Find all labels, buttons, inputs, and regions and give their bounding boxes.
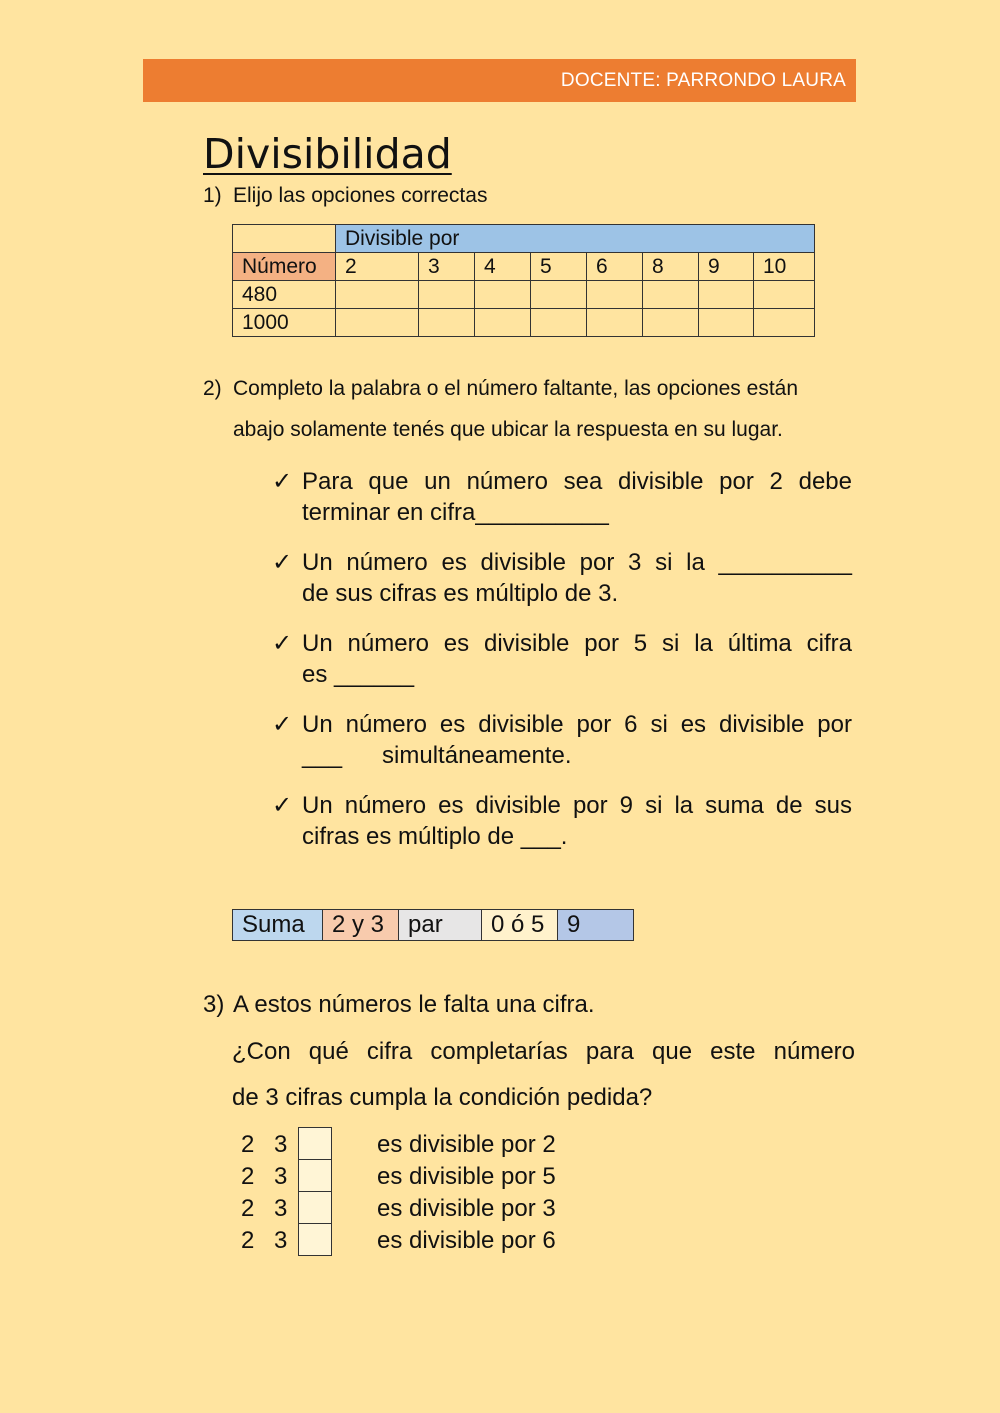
divisor-cell: 5 — [531, 253, 587, 281]
answer-cell[interactable] — [531, 309, 587, 337]
answer-cell[interactable] — [754, 281, 815, 309]
question-3-number: 3) — [203, 991, 225, 1018]
option-chip[interactable]: 2 y 3 — [323, 910, 399, 941]
checkmark-icon: ✓ — [272, 630, 293, 657]
digit: 2 — [241, 1195, 255, 1222]
table-corner-cell — [233, 225, 336, 253]
answer-cell[interactable] — [699, 281, 754, 309]
divisor-cell: 8 — [643, 253, 699, 281]
divisor-cell: 6 — [587, 253, 643, 281]
divisor-cell: 9 — [699, 253, 754, 281]
divisible-por-header: Divisible por — [336, 225, 815, 253]
statement-line: terminar en cifra__________ — [302, 499, 609, 526]
list-item — [272, 709, 852, 771]
digit: 2 — [241, 1131, 255, 1158]
header-bar — [143, 59, 856, 102]
question-2-line-1: Completo la palabra o el número faltante, las opciones están — [233, 377, 799, 400]
digit: 2 — [241, 1227, 255, 1254]
table-row — [233, 309, 815, 337]
option-chip[interactable]: Suma — [233, 910, 323, 941]
row-number-cell: 1000 — [233, 309, 336, 337]
divisor-cell: 3 — [419, 253, 475, 281]
answer-cell[interactable] — [643, 281, 699, 309]
digit: 3 — [274, 1227, 288, 1254]
question-1-number: 1) — [203, 184, 222, 207]
statement-line: ___ simultáneamente. — [302, 742, 572, 769]
missing-digit-box[interactable] — [298, 1127, 332, 1160]
digit: 2 — [241, 1163, 255, 1190]
statement-line: Un número es divisible por 5 si la última cifra — [302, 630, 852, 657]
answer-cell[interactable] — [419, 281, 475, 309]
checkmark-icon: ✓ — [272, 549, 293, 576]
answer-cell[interactable] — [643, 309, 699, 337]
divisor-cell: 10 — [754, 253, 815, 281]
checkmark-icon: ✓ — [272, 711, 293, 738]
checkmark-icon: ✓ — [272, 468, 293, 495]
answer-cell[interactable] — [587, 281, 643, 309]
condition-text: es divisible por 3 — [377, 1195, 556, 1222]
statement-line: Un número es divisible por 9 si la suma de sus — [302, 792, 852, 819]
numero-header: Número — [233, 253, 336, 281]
answer-cell[interactable] — [336, 309, 419, 337]
divisibility-table — [232, 224, 815, 337]
list-item — [272, 466, 852, 528]
page-title: Divisibilidad — [203, 130, 452, 178]
statement-line: cifras es múltiplo de ___. — [302, 823, 568, 850]
question-3-line-2: ¿Con qué cifra completarías para que este número — [232, 1038, 855, 1065]
row-number-cell: 480 — [233, 281, 336, 309]
question-1-text: Elijo las opciones correctas — [233, 184, 488, 207]
question-2-line-2: abajo solamente tenés que ubicar la respuesta en su lugar. — [233, 418, 783, 441]
teacher-label: DOCENTE: PARRONDO LAURA — [560, 70, 846, 91]
question-3-line-1: A estos números le falta una cifra. — [233, 991, 595, 1018]
answer-options — [232, 909, 634, 941]
divisor-cell: 2 — [336, 253, 419, 281]
digit: 3 — [274, 1163, 288, 1190]
answer-cell[interactable] — [475, 281, 531, 309]
answer-cell[interactable] — [587, 309, 643, 337]
digit: 3 — [274, 1131, 288, 1158]
missing-digit-box[interactable] — [298, 1223, 332, 1256]
question-3-line-3: de 3 cifras cumpla la condición pedida? — [232, 1084, 653, 1111]
answer-cell[interactable] — [419, 309, 475, 337]
statement-line: Para que un número sea divisible por 2 debe — [302, 468, 852, 495]
question-2-number: 2) — [203, 377, 222, 400]
answer-cell[interactable] — [475, 309, 531, 337]
answer-cell[interactable] — [531, 281, 587, 309]
statement-list — [272, 466, 852, 871]
table-row — [233, 281, 815, 309]
list-item — [272, 547, 852, 609]
missing-digit-box[interactable] — [298, 1191, 332, 1224]
answer-cell[interactable] — [754, 309, 815, 337]
list-item — [272, 790, 852, 852]
list-item — [272, 628, 852, 690]
statement-line: de sus cifras es múltiplo de 3. — [302, 580, 619, 607]
answer-cell[interactable] — [336, 281, 419, 309]
statement-line: Un número es divisible por 3 si la __________ — [302, 549, 852, 576]
option-chip[interactable]: 9 — [558, 910, 634, 941]
statement-line: Un número es divisible por 6 si es divisible por — [302, 711, 852, 738]
answer-cell[interactable] — [699, 309, 754, 337]
divisor-cell: 4 — [475, 253, 531, 281]
condition-text: es divisible por 2 — [377, 1131, 556, 1158]
condition-text: es divisible por 5 — [377, 1163, 556, 1190]
option-chip[interactable]: 0 ó 5 — [482, 910, 558, 941]
statement-line: es ______ — [302, 661, 415, 688]
option-chip[interactable]: par — [399, 910, 482, 941]
missing-digit-box[interactable] — [298, 1159, 332, 1192]
condition-text: es divisible por 6 — [377, 1227, 556, 1254]
checkmark-icon: ✓ — [272, 792, 293, 819]
digit: 3 — [274, 1195, 288, 1222]
